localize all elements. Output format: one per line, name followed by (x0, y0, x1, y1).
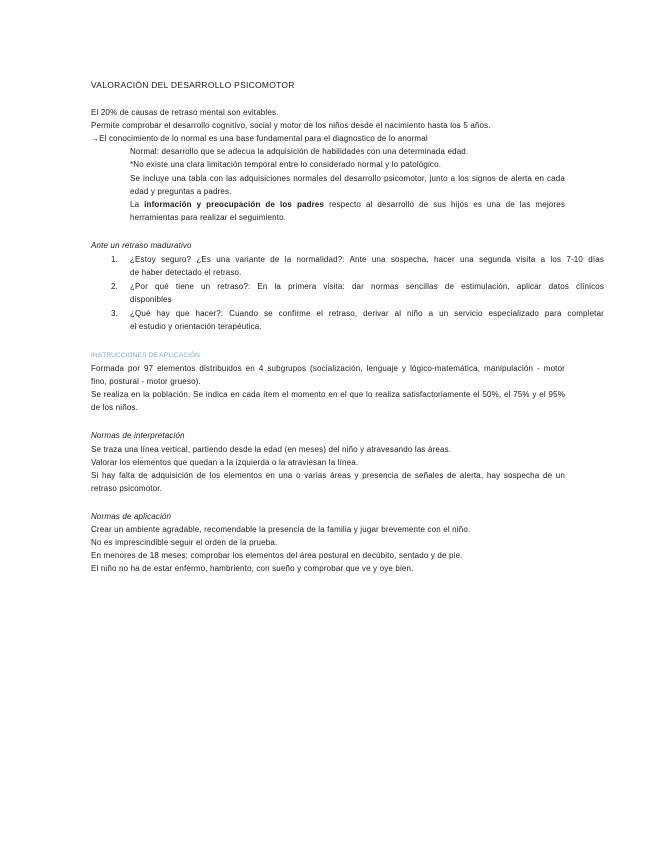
intro-line-7b: herramientas para realizar el seguimiento. (130, 213, 287, 222)
intro-line-6a: Se incluye una tabla con las adquisiciones normales del desarrollo psicomotor, junto a los signos de alerta en cada (130, 174, 565, 183)
list-item-number: 2. (111, 282, 118, 291)
intro-line-7 (130, 200, 565, 210)
intro-line-4: Normal: desarrollo que se adecua la adquisición de habilidades con una determinada edad. (130, 147, 469, 156)
intro-line-7-post: respecto al desarrollo de sus hijos es una de las mejores (329, 200, 565, 209)
list-item-1-line-1: ¿Estoy seguro? ¿Es una variante de la normalidad?: Ante una sospecha, hacer una segunda visita a los 7-10 días (130, 255, 604, 264)
page-title: VALORACIÓN DEL DESARROLLO PSICOMOTOR (91, 80, 295, 90)
instrucciones-heading: INSTRUCCIONES DE APLICACIÓN (91, 352, 200, 359)
instrucciones-line-2: Se realiza en la población. Se indica en cada ítem el momento en el que lo realiza satisfactoriamente el 50%, el 75% y el 95% (91, 390, 565, 399)
list-item-1-line-2: de haber detectado el retraso. (130, 268, 242, 277)
instrucciones-line-3: de los niños. (91, 403, 138, 412)
list-item-3-line-2: el estudio y orientación terapéutica. (130, 322, 262, 331)
aplicacion-heading: Normas de aplicación (91, 512, 172, 521)
list-item-2-line-1: ¿Por qué tiene un retraso?: En la primera visita: dar normas sencillas de estimulación, aplicar datos clínicos (130, 282, 604, 291)
instrucciones-line-1a: Formada por 97 elementos distribuidos en 4 subgrupos (socialización, lenguaje y lógico-matemática, manipulación - motor (91, 364, 565, 373)
intro-line-5: *No existe una clara limitación temporal entre lo considerado normal y lo patológico. (130, 160, 442, 169)
intro-line-1: El 20% de causas de retraso mental son evitables. (91, 108, 279, 117)
aplicacion-line-3: En menores de 18 meses: comprobar los elementos del área postural en decúbito, sentado y de pie. (91, 551, 463, 560)
interpretacion-line-2: Valorar los elementos que quedan a la izquierda o la atraviesan la línea. (91, 458, 359, 467)
intro-line-3 (91, 134, 428, 144)
intro-line-7-pre: La (130, 200, 140, 209)
interpretacion-line-1: Se traza una línea vertical, partiendo desde la edad (en meses) del niño y atravesando las áreas. (91, 445, 452, 454)
intro-line-6b: edad y preguntas a padres. (130, 187, 232, 196)
arrow-right-icon: → (91, 134, 100, 143)
intro-line-3-text: El conocimiento de lo normal es una base fundamental para el diagnostico de lo anormal (99, 134, 428, 143)
interpretacion-heading: Normas de interpretación (91, 431, 185, 440)
list-item-2-line-2: disponibles (130, 295, 172, 304)
interpretacion-line-3b: retraso psicomotor. (91, 484, 163, 493)
aplicacion-line-4: El niño no ha de estar enfermo, hambriento, con sueño y comprobar que ve y oye bien. (91, 564, 414, 573)
intro-line-7-bold: información y preocupación de los padres (144, 200, 325, 209)
list-item-number: 3. (111, 309, 118, 318)
intro-line-2: Permite comprobar el desarrollo cognitivo, social y motor de los niños desde el nacimiento hasta los 5 años. (91, 121, 491, 130)
instrucciones-line-1b: fino, postural - motor grueso). (91, 377, 201, 386)
interpretacion-line-3a: Si hay falta de adquisición de los elementos en una o varias áreas y presencia de señales de alerta, hay sospecha de un (91, 471, 565, 480)
retraso-heading: Ante un retraso madurativo (91, 241, 192, 250)
list-item-number: 1. (111, 255, 118, 264)
aplicacion-line-2: No es imprescindible seguir el orden de la prueba. (91, 538, 278, 547)
list-item-3-line-1: ¿Qué hay que hacer?: Cuando se confirme el retraso, derivar al niño a un servicio especializado para completar (130, 309, 604, 318)
aplicacion-line-1: Crear un ambiente agradable, recomendable la presencia de la familia y jugar brevemente con el niño. (91, 525, 471, 534)
